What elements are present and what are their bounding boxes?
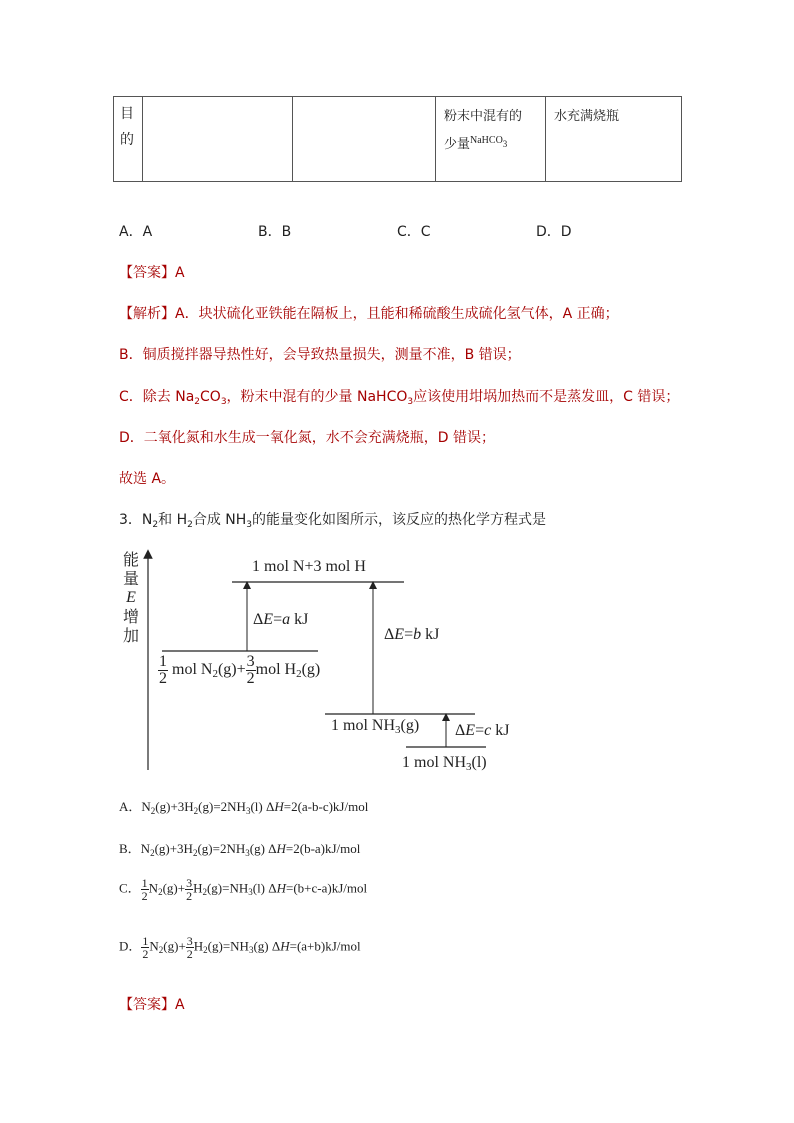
table-divider bbox=[142, 97, 143, 181]
analysis-b: B．铜质搅拌器导热性好，会导致热量损失，测量不准，B 错误； bbox=[119, 347, 521, 363]
q3-option-a: A．$N_2(g)+3H_2(g)=2NH_3(l)$ ΔH=2(a-b-c)kJ/mol bbox=[119, 799, 369, 816]
option-c: C．C bbox=[397, 224, 431, 240]
table-cell-c-line1: 粉末中混有的 bbox=[444, 109, 523, 124]
experiment-table bbox=[113, 96, 682, 182]
table-divider bbox=[435, 97, 436, 181]
option-d: D．D bbox=[536, 224, 572, 240]
q3-option-b: B．$N_2(g)+3H_2(g)=2NH_3(g)$ ΔH=2(b-a)kJ/mol bbox=[119, 841, 361, 858]
label-atoms: 1 mol N+3 mol H bbox=[252, 558, 366, 575]
table-row-label: 目 bbox=[120, 106, 134, 122]
label-delta-c: ΔE=c kJ bbox=[455, 722, 510, 739]
q3-option-c: C． $\frac{1}{2}$ $N_2(g)+$ $\frac{3}{2}$ $H_2(g)=NH_3(l)$ ΔH=(b+c-a)kJ/mol bbox=[119, 876, 368, 903]
label-nh3-liquid: 1 mol NH3(l) bbox=[402, 754, 487, 773]
energy-axis-label: 能 量 E 增 加 bbox=[122, 550, 139, 645]
option-b: B．B bbox=[258, 224, 292, 240]
table-divider bbox=[545, 97, 546, 181]
label-delta-a: ΔE=a kJ bbox=[253, 611, 309, 628]
analysis-d: D．二氧化氮和水生成一氧化氮，水不会充满烧瓶，D 错误； bbox=[119, 430, 496, 446]
q3-option-d: D． $\frac{1}{2}$ $N_2(g)+$ $\frac{3}{2}$ $H_2(g)=NH_3(g)$ ΔH=(a+b)kJ/mol bbox=[119, 934, 361, 961]
conclusion: 故选 A。 bbox=[119, 471, 176, 487]
label-reactants: $\frac{1}{2}$ mol N2(g)+ $\frac{3}{2}$ mol H2(g) bbox=[159, 653, 321, 687]
question-3-stem: 3．$N_2$和 $H_2$合成 $NH_3$的能量变化如图所示，该反应的热化学方程式是 bbox=[119, 512, 547, 530]
analysis-a: 【解析】A．块状硫化亚铁能在隔板上，且能和稀硫酸生成硫化氢气体，A 正确； bbox=[119, 306, 619, 322]
label-nh3-gas: 1 mol NH3(g) bbox=[331, 717, 420, 736]
analysis-c: C．除去 $Na_2CO_3$，粉末中混有的少量 NaHCO$_3$应该使用坩埚加热而不是蒸发皿，C 错误； bbox=[119, 389, 680, 407]
q3-answer: 【答案】A bbox=[119, 997, 185, 1013]
table-divider bbox=[292, 97, 293, 181]
table-row-label: 的 bbox=[120, 132, 134, 148]
option-a: A．A bbox=[119, 224, 153, 240]
label-delta-b: ΔE=b kJ bbox=[384, 626, 440, 643]
table-cell-d: 水充满烧瓶 bbox=[554, 109, 620, 124]
table-cell-c-line2: 少量$^{NaHCO}$3 bbox=[444, 135, 508, 152]
answer-label: 【答案】A bbox=[119, 265, 185, 281]
